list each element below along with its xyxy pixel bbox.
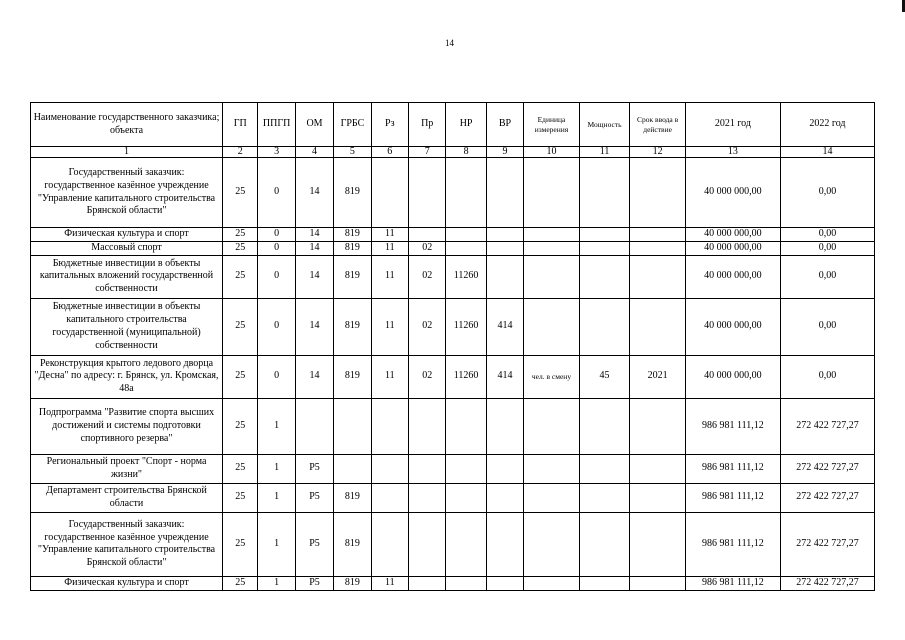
column-number: 1 [31, 147, 223, 158]
column-number: 10 [524, 147, 580, 158]
table-cell: 1 [258, 398, 295, 454]
table-cell: 0,00 [780, 298, 874, 355]
table-cell [334, 454, 371, 483]
header-cell: Наименование государственного заказчика; объекта [31, 103, 223, 147]
table-cell: 0 [258, 355, 295, 398]
table-cell: 414 [486, 355, 523, 398]
table-cell: 14 [295, 298, 333, 355]
table-cell [446, 242, 486, 256]
table-cell: 0 [258, 158, 295, 228]
header-cell: 2022 год [780, 103, 874, 147]
column-number: 14 [780, 147, 874, 158]
table-cell [371, 398, 408, 454]
table-cell: 1 [258, 576, 295, 590]
row-name-cell: Физическая культура и спорт [31, 576, 223, 590]
table-cell [409, 158, 446, 228]
table-row [31, 512, 875, 576]
table-cell: 40 000 000,00 [685, 228, 780, 242]
column-number: 2 [223, 147, 258, 158]
header-cell: НР [446, 103, 486, 147]
table-cell: 272 422 727,27 [780, 454, 874, 483]
table-cell: P5 [295, 454, 333, 483]
header-row [31, 103, 875, 147]
table-cell: 25 [223, 398, 258, 454]
column-number-row [31, 147, 875, 158]
table-cell: 986 981 111,12 [685, 512, 780, 576]
table-cell [409, 512, 446, 576]
table-cell [409, 576, 446, 590]
table-cell: P5 [295, 512, 333, 576]
row-name-cell: Государственный заказчик: государственное казённое учреждение "Управление капитального строительства Брянской области" [31, 158, 223, 228]
table-cell: 0,00 [780, 158, 874, 228]
table-cell: 11260 [446, 298, 486, 355]
table-cell [630, 255, 686, 298]
table-cell: 11 [371, 298, 408, 355]
column-number: 7 [409, 147, 446, 158]
table-cell: 25 [223, 576, 258, 590]
table-cell [630, 483, 686, 512]
header-cell: ГП [223, 103, 258, 147]
column-number: 11 [579, 147, 630, 158]
table-cell [630, 512, 686, 576]
table-body [31, 158, 875, 591]
table-cell: 14 [295, 355, 333, 398]
table-row [31, 398, 875, 454]
table-cell [579, 454, 630, 483]
header-cell: ППГП [258, 103, 295, 147]
table-cell: 272 422 727,27 [780, 483, 874, 512]
column-number: 13 [685, 147, 780, 158]
table-cell: 11 [371, 228, 408, 242]
table-cell: 1 [258, 512, 295, 576]
table-cell: 1 [258, 454, 295, 483]
table-cell [371, 483, 408, 512]
table-cell: 14 [295, 242, 333, 256]
table-cell: 11 [371, 355, 408, 398]
table-cell: 819 [334, 355, 371, 398]
table-cell: 40 000 000,00 [685, 355, 780, 398]
table-cell: 272 422 727,27 [780, 512, 874, 576]
table-cell [446, 576, 486, 590]
table-cell [579, 512, 630, 576]
table-cell: 02 [409, 355, 446, 398]
table-cell: 11260 [446, 255, 486, 298]
column-number: 5 [334, 147, 371, 158]
table-cell: 819 [334, 255, 371, 298]
table-cell [446, 228, 486, 242]
table-cell: 02 [409, 255, 446, 298]
table-row [31, 242, 875, 256]
table-cell [446, 398, 486, 454]
header-cell: 2021 год [685, 103, 780, 147]
table-cell: 819 [334, 483, 371, 512]
table-cell [446, 512, 486, 576]
table-cell [409, 483, 446, 512]
table-cell [486, 158, 523, 228]
table-cell: 986 981 111,12 [685, 454, 780, 483]
row-name-cell: Массовый спорт [31, 242, 223, 256]
table-cell: 819 [334, 298, 371, 355]
table-cell [524, 483, 580, 512]
table-cell [486, 512, 523, 576]
table-cell: 11 [371, 242, 408, 256]
table-cell: 40 000 000,00 [685, 255, 780, 298]
table-cell [524, 255, 580, 298]
table-cell [579, 483, 630, 512]
table-cell [409, 398, 446, 454]
table-cell: 25 [223, 454, 258, 483]
table-cell [630, 228, 686, 242]
table-cell [579, 576, 630, 590]
table-cell [371, 158, 408, 228]
table-cell: 14 [295, 228, 333, 242]
row-name-cell: Реконструкция крытого ледового дворца "Десна" по адресу: г. Брянск, ул. Кромская, 48а [31, 355, 223, 398]
table-cell [486, 398, 523, 454]
table-row [31, 298, 875, 355]
row-name-cell: Бюджетные инвестиции в объекты капитального строительства государственной (муниципальной) собственности [31, 298, 223, 355]
table-cell [630, 158, 686, 228]
table-cell [630, 398, 686, 454]
table-cell: 25 [223, 158, 258, 228]
table-cell: 25 [223, 483, 258, 512]
table-cell: P5 [295, 576, 333, 590]
table-cell [579, 228, 630, 242]
table-cell [486, 255, 523, 298]
table-cell [371, 512, 408, 576]
table-cell [579, 158, 630, 228]
page-number: 14 [445, 38, 454, 48]
column-number: 8 [446, 147, 486, 158]
table-cell [409, 454, 446, 483]
table-cell [446, 454, 486, 483]
table-cell: 14 [295, 255, 333, 298]
table-cell: 11 [371, 255, 408, 298]
table-cell [334, 398, 371, 454]
table-cell: 2021 [630, 355, 686, 398]
table-cell [524, 298, 580, 355]
table-cell: P5 [295, 483, 333, 512]
table-cell [524, 158, 580, 228]
header-cell: ОМ [295, 103, 333, 147]
table-cell: 11 [371, 576, 408, 590]
table-cell: 02 [409, 242, 446, 256]
table-cell [524, 576, 580, 590]
column-number: 9 [486, 147, 523, 158]
table-cell: 25 [223, 228, 258, 242]
table-row [31, 228, 875, 242]
table-cell: 986 981 111,12 [685, 483, 780, 512]
table-cell: 819 [334, 512, 371, 576]
budget-table [30, 102, 875, 591]
table-cell: 0,00 [780, 242, 874, 256]
table-row [31, 158, 875, 228]
header-cell: ВР [486, 103, 523, 147]
row-name-cell: Физическая культура и спорт [31, 228, 223, 242]
table-cell [371, 454, 408, 483]
table-cell: 0,00 [780, 255, 874, 298]
table-cell [524, 228, 580, 242]
table-cell [630, 454, 686, 483]
table-cell [524, 242, 580, 256]
table-cell [486, 483, 523, 512]
table-cell: 40 000 000,00 [685, 242, 780, 256]
table-row [31, 576, 875, 590]
table-cell [409, 228, 446, 242]
table-cell [579, 255, 630, 298]
table-cell: 11260 [446, 355, 486, 398]
row-name-cell: Государственный заказчик: государственное казённое учреждение "Управление капитального строительства Брянской области" [31, 512, 223, 576]
table-row [31, 355, 875, 398]
table-cell: 25 [223, 298, 258, 355]
header-cell: ГРБС [334, 103, 371, 147]
table-cell: 1 [258, 483, 295, 512]
table-cell: 0 [258, 298, 295, 355]
table-cell: 414 [486, 298, 523, 355]
table-cell [630, 576, 686, 590]
table-cell: 0,00 [780, 355, 874, 398]
table-cell: 819 [334, 228, 371, 242]
row-name-cell: Подпрограмма "Развитие спорта высших достижений и системы подготовки спортивного резерва" [31, 398, 223, 454]
table-cell [524, 398, 580, 454]
table-cell: 819 [334, 576, 371, 590]
table-cell: 986 981 111,12 [685, 398, 780, 454]
table-cell [446, 483, 486, 512]
table-cell: 14 [295, 158, 333, 228]
table-cell [486, 454, 523, 483]
table-cell: 40 000 000,00 [685, 298, 780, 355]
column-number: 3 [258, 147, 295, 158]
table-cell: 272 422 727,27 [780, 576, 874, 590]
header-cell: Рз [371, 103, 408, 147]
table-cell [630, 298, 686, 355]
table-cell [524, 454, 580, 483]
row-name-cell: Региональный проект "Спорт - норма жизни" [31, 454, 223, 483]
table-cell [630, 242, 686, 256]
table-cell: 25 [223, 242, 258, 256]
table-row [31, 454, 875, 483]
table-cell [486, 228, 523, 242]
table-cell: 986 981 111,12 [685, 576, 780, 590]
table-cell: 40 000 000,00 [685, 158, 780, 228]
table-cell: чел. в смену [524, 355, 580, 398]
table-cell: 45 [579, 355, 630, 398]
header-cell: Пр [409, 103, 446, 147]
table-cell [579, 242, 630, 256]
table-cell: 0 [258, 255, 295, 298]
table-row [31, 255, 875, 298]
table-cell: 819 [334, 242, 371, 256]
table-cell [295, 398, 333, 454]
table-cell: 02 [409, 298, 446, 355]
table-cell [446, 158, 486, 228]
table-cell: 25 [223, 512, 258, 576]
row-name-cell: Бюджетные инвестиции в объекты капитальных вложений государственной собственности [31, 255, 223, 298]
table-cell [486, 242, 523, 256]
table-cell: 25 [223, 255, 258, 298]
table-cell: 0 [258, 242, 295, 256]
table-cell [579, 398, 630, 454]
column-number: 6 [371, 147, 408, 158]
table-cell: 25 [223, 355, 258, 398]
table-row [31, 483, 875, 512]
table-cell: 819 [334, 158, 371, 228]
table-cell [524, 512, 580, 576]
header-cell: Срок ввода в действие [630, 103, 686, 147]
header-cell: Мощность [579, 103, 630, 147]
column-number: 4 [295, 147, 333, 158]
table-cell: 0 [258, 228, 295, 242]
header-cell: Единица измерения [524, 103, 580, 147]
table-cell: 0,00 [780, 228, 874, 242]
table-cell [486, 576, 523, 590]
table-cell [579, 298, 630, 355]
row-name-cell: Департамент строительства Брянской области [31, 483, 223, 512]
table-cell: 272 422 727,27 [780, 398, 874, 454]
column-number: 12 [630, 147, 686, 158]
